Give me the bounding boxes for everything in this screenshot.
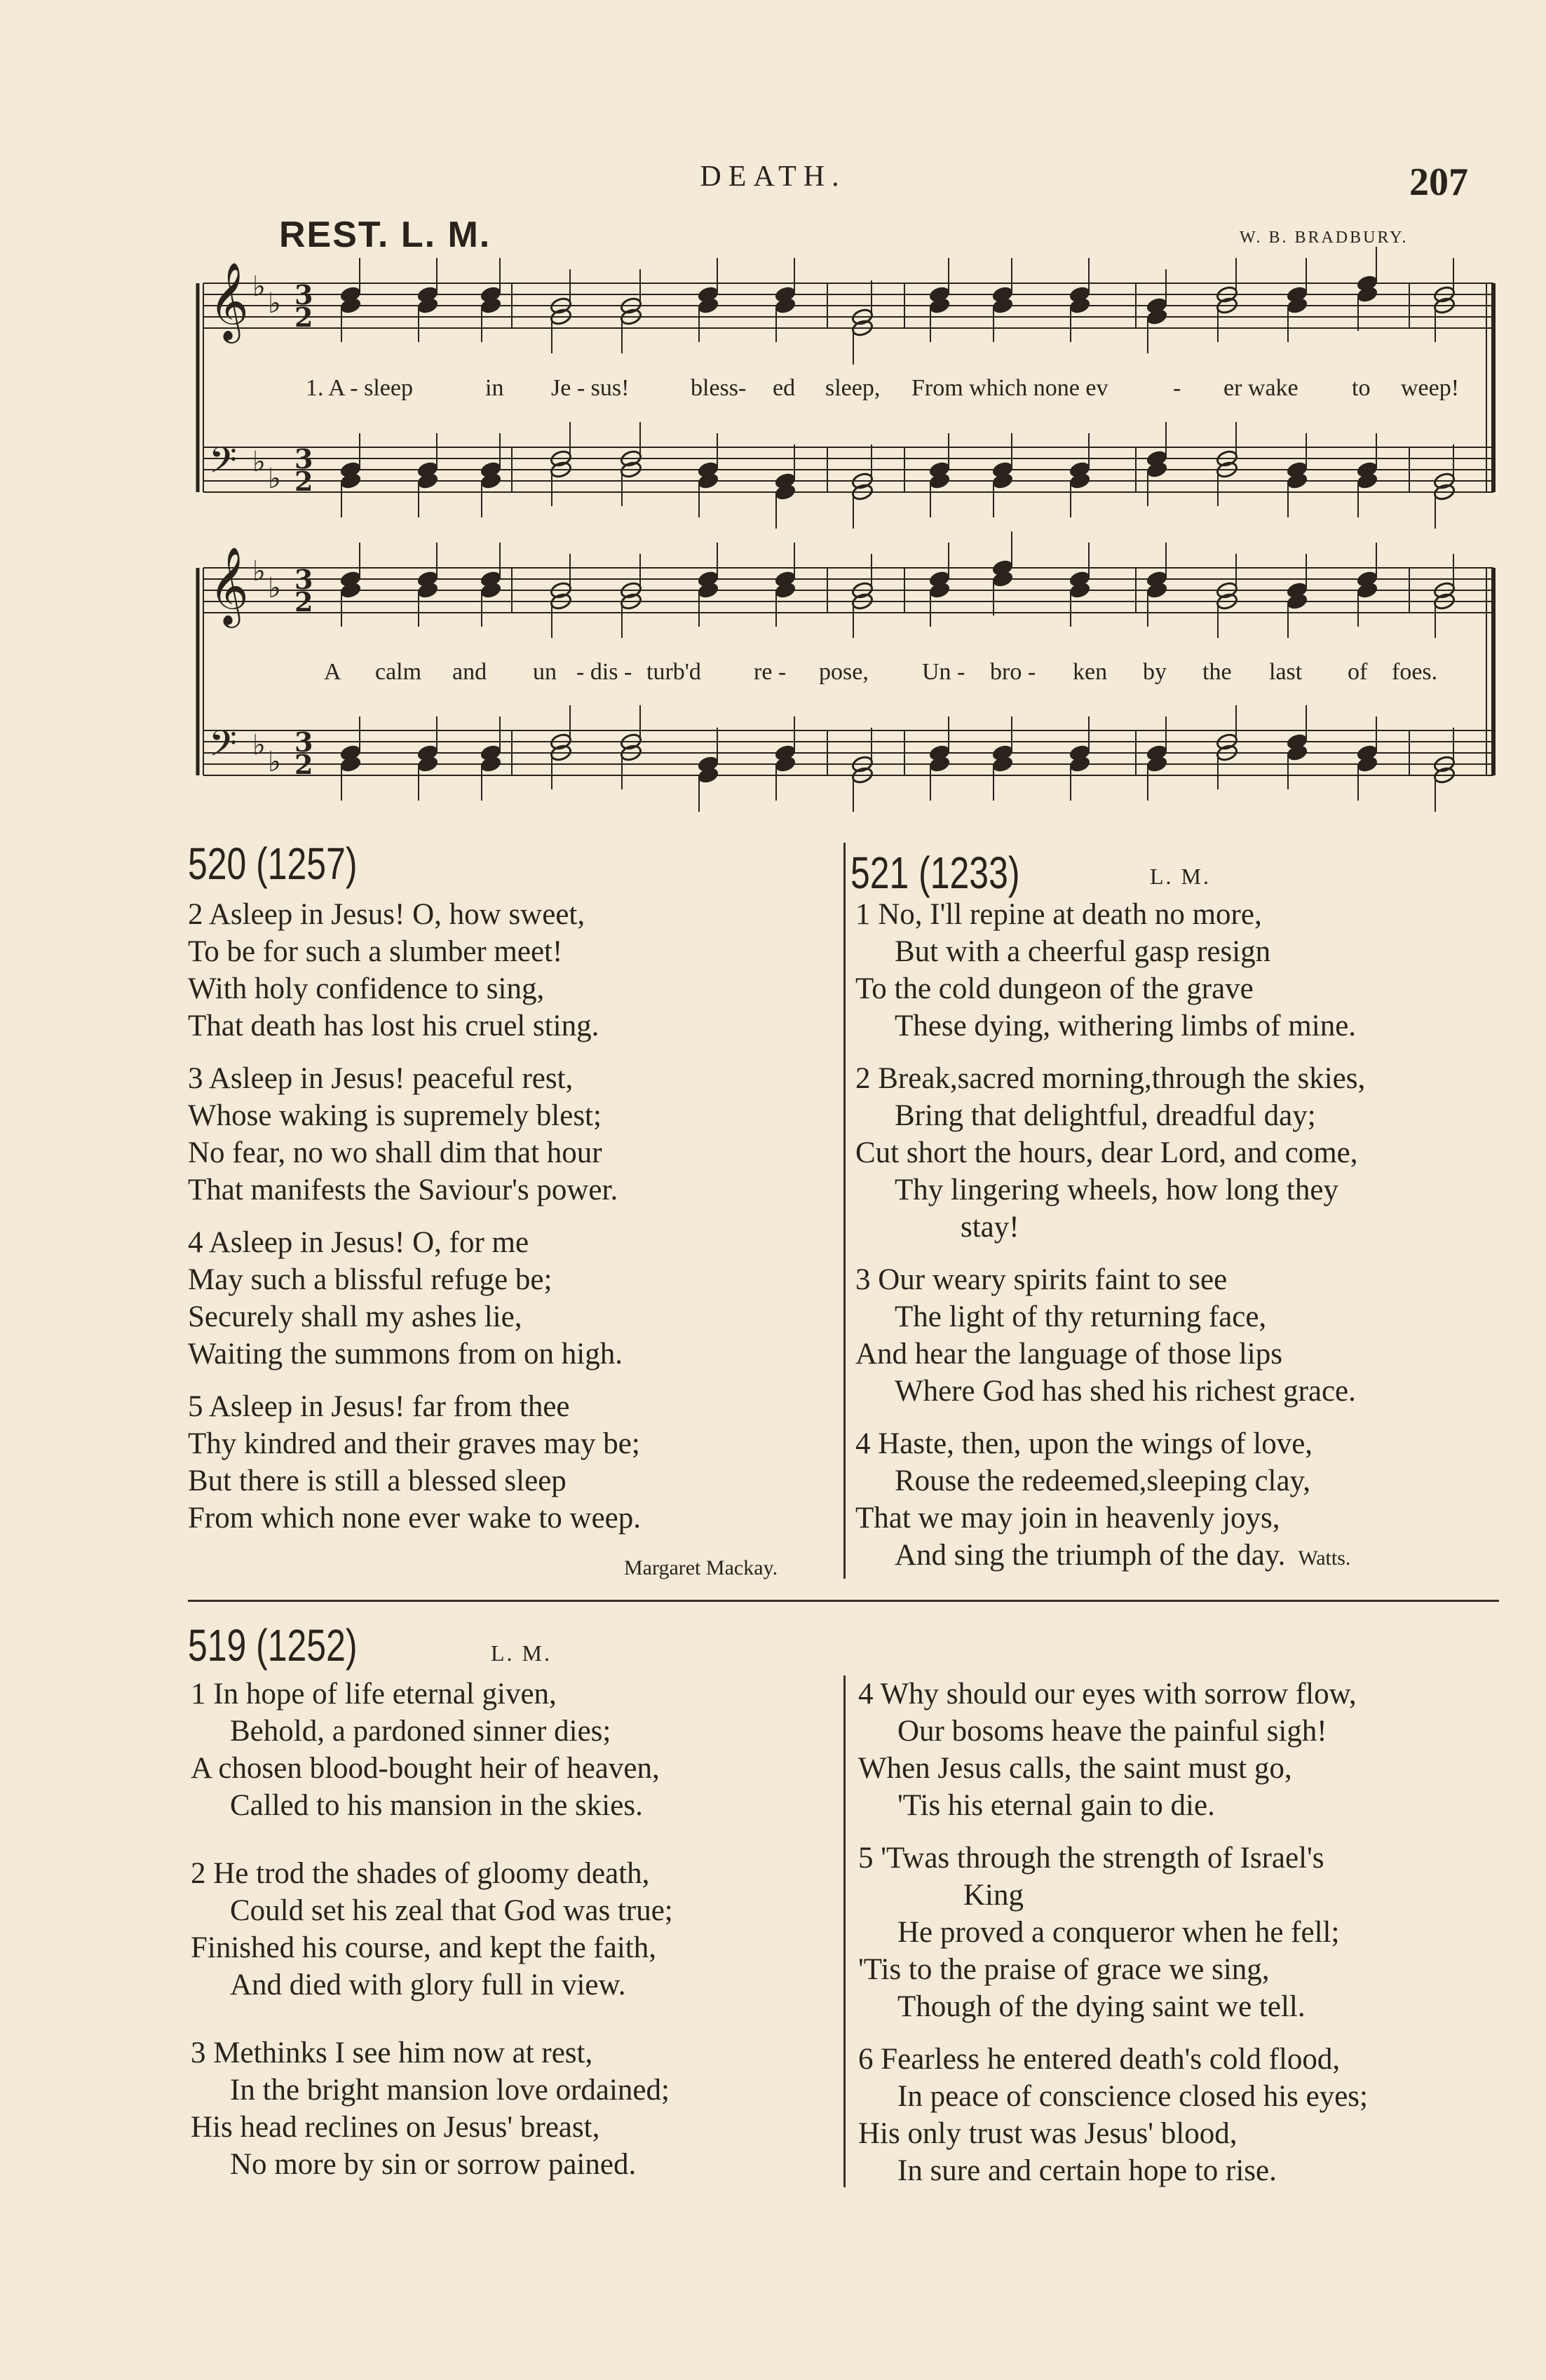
- time-signature-top: 3: [294, 564, 313, 595]
- flat-icon: ♭: [268, 572, 281, 604]
- flat-icon: ♭: [268, 746, 281, 778]
- stanza-line: 4 Asleep in Jesus! O, for me: [188, 1226, 529, 1259]
- stanza-line: No more by sin or sorrow pained.: [230, 2148, 637, 2181]
- stanza-line: 2 He trod the shades of gloomy death,: [191, 1857, 650, 1890]
- stanza: [188, 1060, 641, 1209]
- stanza-line: No fear, no wo shall dim that hour: [188, 1136, 602, 1169]
- stanza-line: Where God has shed his richest grace.: [895, 1375, 1356, 1408]
- hymn-521-meter: L. M.: [1150, 864, 1211, 889]
- stanza-line: Called to his mansion in the skies.: [230, 1789, 643, 1822]
- stanza-line: When Jesus calls, the saint must go,: [858, 1752, 1292, 1785]
- stanza-line: Could set his zeal that God was true;: [230, 1894, 673, 1927]
- stanza-line: 5 Asleep in Jesus! far from thee: [188, 1390, 570, 1423]
- lyric-syllable: Un -: [922, 659, 965, 685]
- flat-icon: ♭: [252, 446, 266, 478]
- lyric-syllable: -: [1173, 375, 1181, 401]
- stanza-line: Thy kindred and their graves may be;: [188, 1427, 640, 1460]
- stanza: [188, 896, 641, 1045]
- stanza-line: With holy confidence to sing,: [188, 972, 545, 1005]
- flat-icon: ♭: [268, 287, 281, 320]
- time-signature-bottom: 2: [294, 749, 313, 780]
- treble-clef-icon: 𝄞: [209, 261, 249, 340]
- lyric-syllable: the: [1202, 659, 1232, 685]
- hymn-521-text: [855, 896, 1365, 1577]
- column-divider-top: [843, 843, 846, 1579]
- stanza-line: King: [963, 1879, 1024, 1912]
- stanza-line: 3 Our weary spirits faint to see: [855, 1263, 1228, 1296]
- stanza: [191, 1855, 673, 2004]
- stanza-line: In the bright mansion love ordained;: [230, 2074, 670, 2107]
- stanza-line: To the cold dungeon of the grave: [855, 972, 1254, 1005]
- hymn-520-text: [188, 896, 641, 1537]
- stanza-line: In peace of conscience closed his eyes;: [897, 2080, 1368, 2113]
- stanza-line: 4 Why should our eyes with sorrow flow,: [858, 1678, 1357, 1711]
- hymn-number-520: 520 (1257): [188, 838, 358, 889]
- lyric-syllable: ken: [1073, 659, 1108, 685]
- hymn-number-521: 521 (1233): [850, 848, 1020, 898]
- stanza-line: Thy lingering wheels, how long they: [895, 1174, 1338, 1206]
- tune-composer: W. B. BRADBURY.: [1240, 229, 1409, 247]
- stanza-line: 2 Asleep in Jesus! O, how sweet,: [188, 898, 585, 931]
- stanza-line: Finished his course, and kept the faith,: [191, 1931, 656, 1964]
- hymn-519-meter: L. M.: [491, 1640, 552, 1666]
- stanza: [855, 1261, 1365, 1410]
- lyric-syllable: sleep,: [825, 375, 881, 401]
- stanza-line: And sing the triumph of the day. Watts.: [895, 1539, 1351, 1572]
- lyric-syllable: Je - sus!: [551, 375, 630, 401]
- time-signature-top: 3: [294, 443, 313, 475]
- stanza: [191, 2034, 673, 2183]
- treble-clef-icon: 𝄞: [209, 546, 249, 625]
- stanza-line: Securely shall my ashes lie,: [188, 1300, 522, 1333]
- lyric-syllable: pose,: [819, 659, 869, 685]
- lyric-syllable: er wake: [1223, 375, 1298, 401]
- stanza-line: 3 Asleep in Jesus! peaceful rest,: [188, 1062, 574, 1095]
- lyric-syllable: 1. A - sleep: [306, 375, 413, 401]
- bass-clef-icon: 𝄢: [209, 439, 237, 490]
- time-signature-bottom: 2: [294, 301, 313, 333]
- lyric-syllable: calm: [375, 659, 422, 685]
- lyric-syllable: A: [324, 659, 341, 685]
- lyric-syllable: re -: [754, 659, 787, 685]
- lyric-syllable: - dis -: [576, 659, 632, 685]
- stanza: [858, 1840, 1368, 2025]
- stanza-line: stay!: [961, 1211, 1019, 1244]
- stanza-line: The light of thy returning face,: [895, 1300, 1267, 1333]
- stanza-line: 3 Methinks I see him now at rest,: [191, 2036, 593, 2069]
- lyric-syllable: un: [533, 659, 557, 685]
- stanza-line: 1 No, I'll repine at death no more,: [855, 898, 1262, 931]
- stanza-line: That we may join in heavenly joys,: [855, 1502, 1280, 1535]
- lyric-syllable: ed: [773, 375, 796, 401]
- flat-icon: ♭: [252, 271, 266, 303]
- lyric-syllable: to: [1352, 375, 1371, 401]
- hymn-520-author: Margaret Mackay.: [624, 1556, 778, 1579]
- stanza-line: Rouse the redeemed,sleeping clay,: [895, 1464, 1311, 1497]
- stanza-line: Behold, a pardoned sinner dies;: [230, 1715, 611, 1748]
- stanza-line: In sure and certain hope to rise.: [897, 2154, 1277, 2187]
- stanza-line: But there is still a blessed sleep: [188, 1464, 567, 1497]
- stanza: [855, 1060, 1365, 1246]
- stanza: [191, 1675, 673, 1824]
- stanza-line: Cut short the hours, dear Lord, and come,: [855, 1136, 1358, 1169]
- lyric-syllable: turb'd: [646, 659, 701, 685]
- stanza-line: Whose waking is supremely blest;: [188, 1099, 602, 1132]
- hymn-519-text-right: [858, 1675, 1368, 2189]
- stanza-line: 'Tis his eternal gain to die.: [897, 1789, 1215, 1822]
- stanza-line: Waiting the summons from on high.: [188, 1338, 623, 1371]
- stanza: [858, 1675, 1368, 1824]
- stanza-line: 6 Fearless he entered death's cold flood,: [858, 2043, 1341, 2076]
- flat-icon: ♭: [252, 729, 266, 761]
- lyric-syllable: foes.: [1392, 659, 1438, 685]
- stanza-line: And died with glory full in view.: [230, 1968, 626, 2001]
- stanza: [855, 1425, 1365, 1577]
- page-number: 207: [1409, 161, 1468, 204]
- stanza: [188, 1388, 641, 1537]
- stanza-line: But with a cheerful gasp resign: [895, 935, 1271, 968]
- bass-clef-icon: 𝄢: [209, 722, 237, 773]
- time-signature-top: 3: [294, 726, 313, 758]
- stanza-line: Though of the dying saint we tell.: [897, 1990, 1306, 2023]
- lyric-syllable: weep!: [1401, 375, 1460, 401]
- running-header: DEATH.: [700, 161, 846, 193]
- lyric-syllable: and: [452, 659, 487, 685]
- stanza-line: These dying, withering limbs of mine.: [895, 1009, 1357, 1042]
- stanza-line: And hear the language of those lips: [855, 1338, 1282, 1371]
- stanza: [858, 2041, 1368, 2189]
- stanza-line: 2 Break,sacred morning,through the skies,: [855, 1062, 1366, 1095]
- stanza-line: 'Tis to the praise of grace we sing,: [858, 1953, 1270, 1986]
- lyric-syllable: of: [1348, 659, 1368, 685]
- stanza-line: Bring that delightful, dreadful day;: [895, 1099, 1316, 1132]
- lyric-syllable: From which none ev: [911, 375, 1108, 401]
- lyric-syllable: bless-: [691, 375, 747, 401]
- stanza: [188, 1224, 641, 1373]
- hymn-number-519: 519 (1252): [188, 1620, 358, 1671]
- section-divider: [188, 1600, 1499, 1602]
- hymn-521-author: Watts.: [1298, 1546, 1351, 1570]
- stanza-line: 5 'Twas through the strength of Israel's: [858, 1842, 1324, 1875]
- column-divider-bottom: [843, 1675, 846, 2187]
- stanza-line: 1 In hope of life eternal given,: [191, 1678, 557, 1711]
- lyric-syllable: in: [485, 375, 504, 401]
- stanza-line: To be for such a slumber meet!: [188, 935, 563, 968]
- stanza-line: His only trust was Jesus' blood,: [858, 2117, 1238, 2150]
- time-signature-bottom: 2: [294, 465, 313, 497]
- stanza: [855, 896, 1365, 1045]
- stanza-line: That death has lost his cruel sting.: [188, 1009, 599, 1042]
- stanza-line: From which none ever wake to weep.: [188, 1502, 641, 1535]
- tune-name: REST. L. M.: [279, 215, 491, 255]
- stanza-line: Our bosoms heave the painful sigh!: [897, 1715, 1327, 1748]
- stanza-line: May such a blissful refuge be;: [188, 1263, 552, 1296]
- stanza-line: He proved a conqueror when he fell;: [897, 1916, 1340, 1949]
- lyric-syllable: by: [1143, 659, 1167, 685]
- stanza-line: His head reclines on Jesus' breast,: [191, 2111, 600, 2144]
- time-signature-bottom: 2: [294, 586, 313, 618]
- flat-icon: ♭: [252, 555, 266, 587]
- flat-icon: ♭: [268, 463, 281, 495]
- hymn-519-text-left: [191, 1675, 673, 2183]
- time-signature-top: 3: [294, 279, 313, 311]
- lyric-syllable: last: [1269, 659, 1303, 685]
- lyric-syllable: bro -: [990, 659, 1036, 685]
- stanza-line: That manifests the Saviour's power.: [188, 1174, 618, 1206]
- stanza-line: 4 Haste, then, upon the wings of love,: [855, 1427, 1313, 1460]
- stanza-line: A chosen blood-bought heir of heaven,: [191, 1752, 660, 1785]
